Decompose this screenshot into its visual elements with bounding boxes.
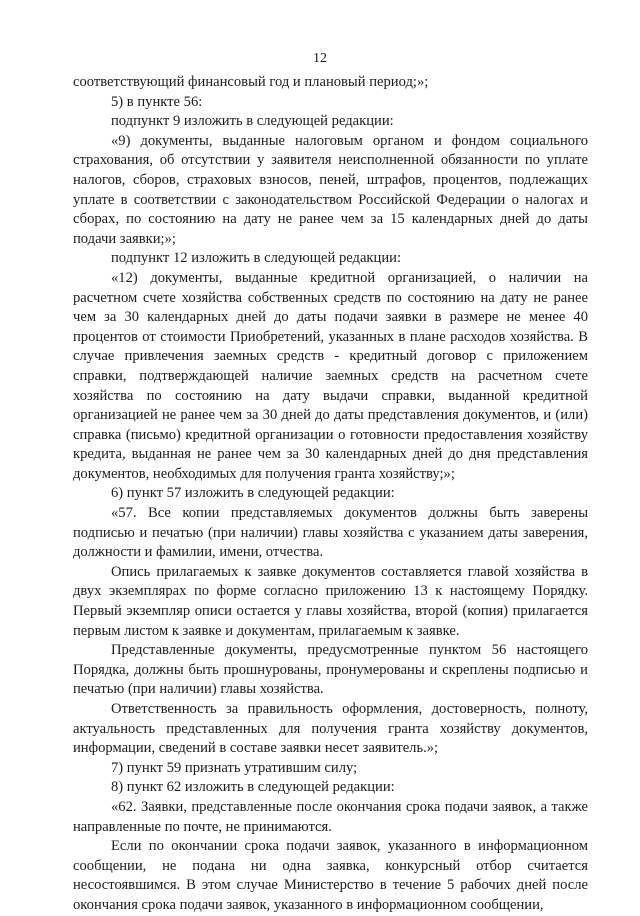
paragraph: Опись прилагаемых к заявке документов составляется главой хозяйства в двух экземплярах по форме согласно приложению 13 к настоящему Порядку. Первый экземпляр описи остается у главы хозяйства, второй (копия) прилагается первым листом к заявке и документам, прилагаемым к заявке. xyxy=(73,563,588,639)
paragraph: 8) пункт 62 изложить в следующей редакции: xyxy=(111,779,395,796)
document-body xyxy=(73,73,588,916)
paragraph: подпункт 9 изложить в следующей редакции: xyxy=(111,113,394,130)
page-number: 12 xyxy=(313,51,327,66)
paragraph: Представленные документы, предусмотренные пунктом 56 настоящего Порядка, должны быть прошнурованы, пронумерованы и скреплены подписью и печатью (при наличии) главы хозяйства. xyxy=(73,642,588,698)
paragraph: 5) в пункте 56: xyxy=(111,93,203,110)
paragraph: соответствующий финансовый год и плановый период;»; xyxy=(73,74,429,90)
paragraph: Если по окончании срока подачи заявок, указанного в информационном сообщении, не подана ни одна заявка, конкурсный отбор считается несостоявшимся. В этом случае Министерство в течение 5 рабочих дней после окончания срока подачи заявок, указанного в информационном сообщении, xyxy=(73,838,588,913)
paragraph: подпункт 12 изложить в следующей редакции: xyxy=(111,250,402,267)
paragraph: 6) пункт 57 изложить в следующей редакции: xyxy=(111,485,395,502)
paragraph: 7) пункт 59 признать утратившим силу; xyxy=(111,759,358,776)
paragraph: Ответственность за правильность оформления, достоверность, полноту, актуальность представленных для получения гранта хозяйству документов, информации, сведений в составе заявки несет заявитель.»; xyxy=(73,701,588,757)
paragraph: «57. Все копии представляемых документов должны быть заверены подписью и печатью (при наличии) главы хозяйства с указанием даты заверения, должности и фамилии, имени, отчества. xyxy=(73,505,588,561)
paragraph: «12) документы, выданные кредитной организацией, о наличии на расчетном счете хозяйства собственных средств по состоянию на дату не ранее чем за 30 календарных дней до даты подачи заявки в размере не менее 40 процентов от стоимости Приобретений, указанных в плане расходов хозяйства. В случае привлечения заемных средств - кредитный договор с приложением справки, подтверждающей наличие заемных средств на расчетном счете хозяйства по состоянию на дату выдачи справки, выданной кредитной организацией не ранее чем за 30 дней до даты представления документов, и (или) справка (письмо) кредитной организации о готовности предоставления хозяйству кредита, выданная не ранее чем за 30 календарных дней до дня представления документов, необходимых для получения гранта хозяйству;»; xyxy=(73,269,588,482)
paragraph: «9) документы, выданные налоговым органом и фондом социального страхования, об отсутствии у заявителя неисполненной обязанности по уплате налогов, сборов, страховых взносов, пеней, штрафов, процентов, подлежащих уплате в соответствии с законодательством Российской Федерации о налогах и сборах, по состоянию на дату не ранее чем за 15 календарных дней до даты подачи заявки;»; xyxy=(73,132,588,247)
paragraph: «62. Заявки, представленные после окончания срока подачи заявок, а также направленные по почте, не принимаются. xyxy=(73,798,588,835)
